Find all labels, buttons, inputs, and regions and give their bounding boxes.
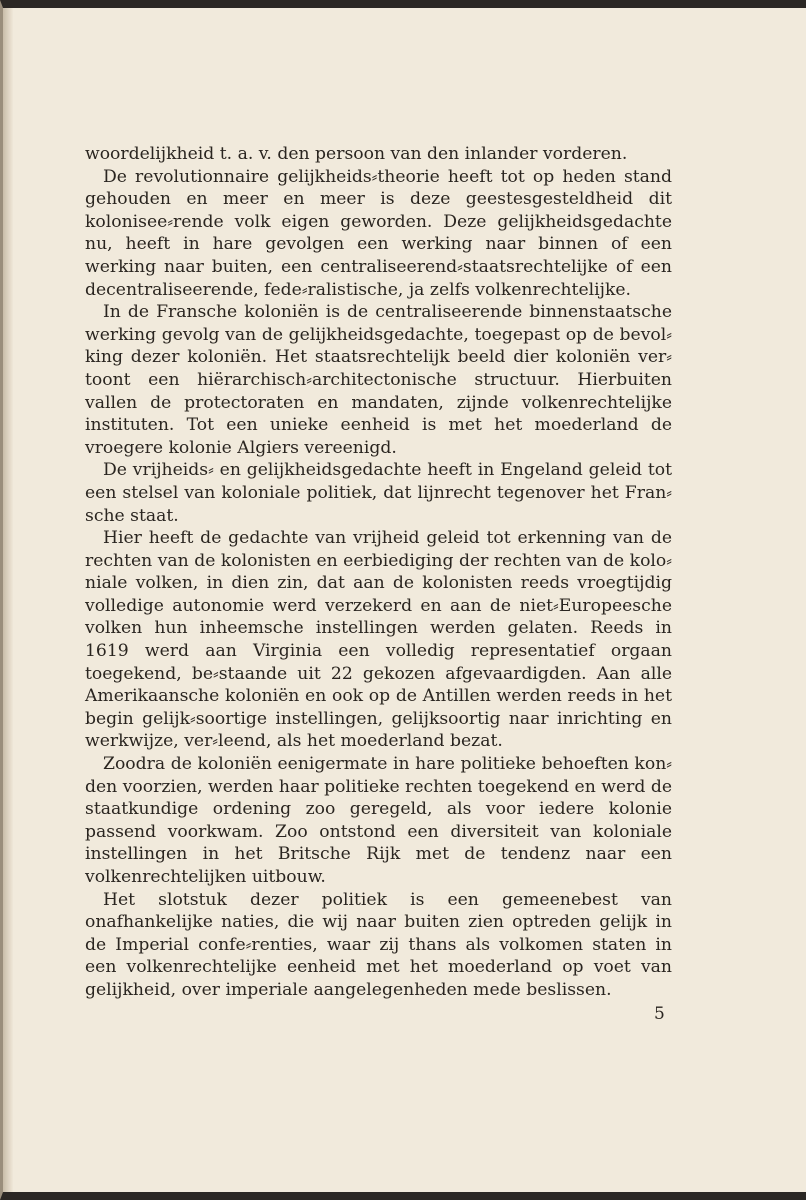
page-number: 5 [654, 1004, 665, 1024]
paragraph-5: Hier heeft de gedachte van vrijheid geleid tot erkenning van de rechten van de kolonisten en eerbiediging der rechten van de kolo⸗niale volken, in dien zin, dat aan de kolonisten reeds vroegtijdig volledige autonomie werd verzekerd en aan de niet⸗Europeesche volken hun inheemsche instellingen werden gelaten. Reeds in 1619 werd aan Virginia een volledig representatief orgaan toegekend, be⸗staande uit 22 gekozen afgevaardigden. Aan alle Amerikaansche koloniën en ook op de Antillen werden reeds in het begin gelijk⸗soortige instellingen, gelijksoortig naar inrichting en werkwijze, ver⸗leend, als het moederland bezat. [85, 528, 672, 752]
page-spine-shadow [3, 8, 13, 1192]
paragraph-4: De vrijheids⸗ en gelijkheidsgedachte heeft in Engeland geleid tot een stelsel van koloniale politiek, dat lijnrecht tegenover het Fran⸗sche staat. [85, 460, 672, 526]
paragraph-1: woordelijkheid t. a. v. den persoon van den inlander vorderen. [85, 144, 628, 164]
paragraph-2: De revolutionnaire gelijkheids⸗theorie heeft tot op heden stand gehouden en meer en meer is deze geestesgesteldheid dit kolonisee⸗rende volk eigen geworden. Deze gelijkheidsgedachte nu, heeft in hare gevolgen een werking naar binnen of een werking naar buiten, een centraliseerend⸗staatsrechtelijke of een decentraliseerende, fede⸗ralistische, ja zelfs volkenrechtelijke. [85, 166, 672, 300]
paragraph-3: In de Fransche koloniën is de centraliseerende binnenstaatsche werking gevolg van de gelijkheidsgedachte, toegepast op de bevol⸗king dezer koloniën. Het staatsrechtelijk beeld dier koloniën ver⸗toont een hiërarchisch⸗architectonische structuur. Hierbuiten vallen de protectoraten en mandaten, zijnde volkenrechtelijke instituten. Tot een unieke eenheid is met het moederland de vroegere kolonie Algiers vereenigd. [85, 302, 672, 458]
body-text [85, 143, 672, 1002]
paragraph-6: Zoodra de koloniën eenigermate in hare politieke behoeften kon⸗den voorzien, werden haar politieke rechten toegekend en werd de staatkundige ordening zoo geregeld, als voor iedere kolonie passend voorkwam. Zoo ontstond een diversiteit van koloniale instellingen in het Britsche Rijk met de tendenz naar een volkenrechtelijken uitbouw. [85, 754, 672, 887]
paragraph-7: Het slotstuk dezer politiek is een gemeenebest van onafhankelijke naties, die wij naar buiten zien optreden gelijk in de Imperial confe⸗renties, waar zij thans als volkomen staten in een volkenrechtelijke eenheid met het moederland op voet van gelijkheid, over imperiale aangelegenheden mede beslissen. [85, 889, 672, 1000]
